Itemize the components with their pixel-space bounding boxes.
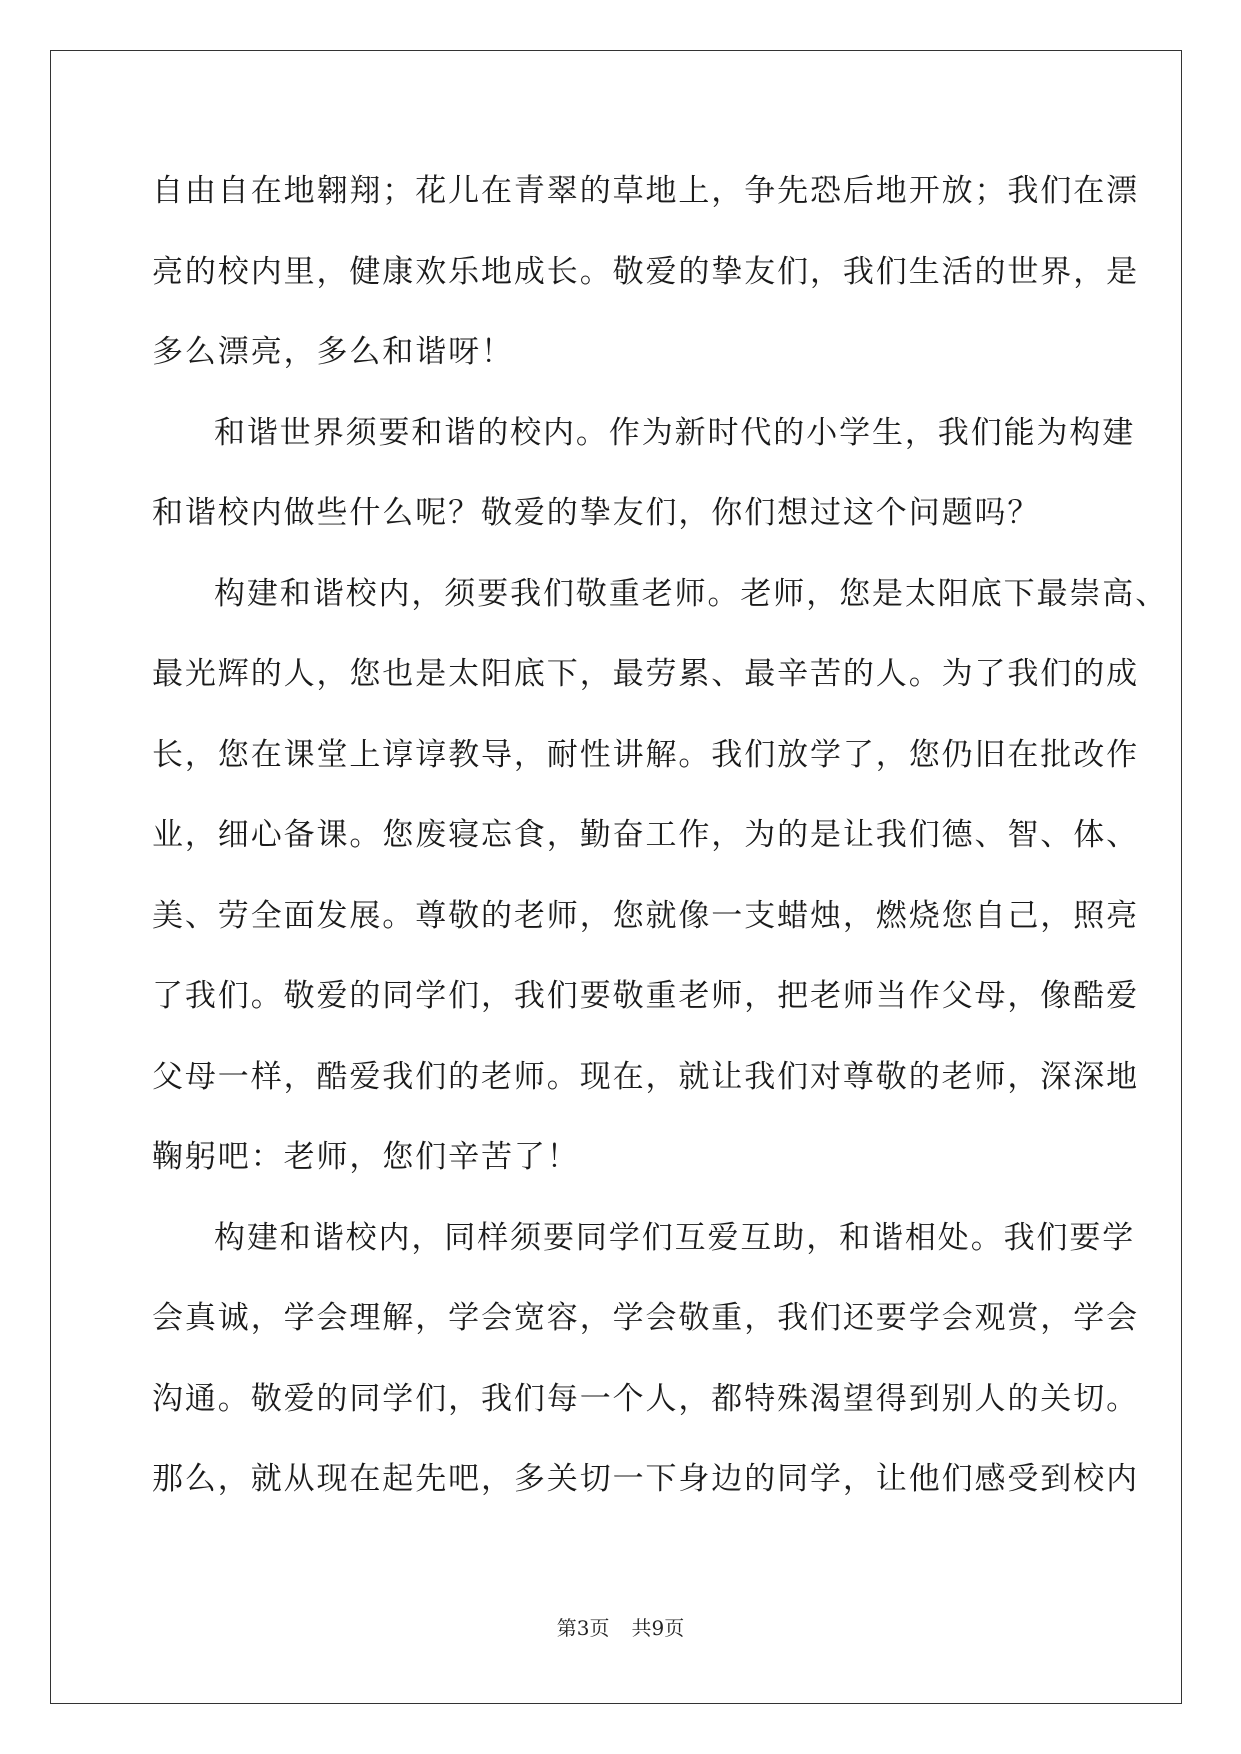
text-line: 多么漂亮，多么和谐呀！ [152,334,514,370]
text-line: 亮的校内里，健康欢乐地成长。敬爱的挚友们，我们生活的世界，是 [152,253,1139,290]
text-line: 美、劳全面发展。尊敬的老师，您就像一支蜡烛，燃烧您自己，照亮 [152,897,1139,934]
page-footer [0,1612,1241,1641]
text-line: 了我们。敬爱的同学们，我们要敬重老师，把老师当作父母，像酷爱 [152,978,1139,1014]
text-line: 业，细心备课。您废寝忘食，勤奋工作，为的是让我们德、智、体、 [152,817,1139,853]
text-line: 构建和谐校内，同样须要同学们互爱互助，和谐相处。我们要学 [214,1219,1136,1256]
text-line: 沟通。敬爱的同学们，我们每一个人，都特殊渴望得到别人的关切。 [152,1380,1139,1417]
text-line: 和谐世界须要和谐的校内。作为新时代的小学生，我们能为构建 [214,414,1136,451]
text-line: 自由自在地翱翔；花儿在青翠的草地上，争先恐后地开放；我们在漂 [152,173,1139,209]
text-line: 长，您在课堂上谆谆教导，耐性讲解。我们放学了，您仍旧在批改作 [152,736,1139,773]
text-line: 和谐校内做些什么呢？敬爱的挚友们，你们想过这个问题吗？ [152,495,1041,531]
current-page-number: 第3页 [556,1616,610,1640]
document-body [152,155,1169,1524]
text-line: 构建和谐校内，须要我们敬重老师。老师，您是太阳底下最崇高、 [214,575,1169,612]
total-page-count: 共9页 [631,1616,685,1640]
text-line: 最光辉的人，您也是太阳底下，最劳累、最辛苦的人。为了我们的成 [152,656,1139,692]
text-line: 会真诚，学会理解，学会宽容，学会敬重，我们还要学会观赏，学会 [152,1300,1139,1336]
text-line: 那么，就从现在起先吧，多关切一下身边的同学，让他们感受到校内 [152,1461,1139,1497]
text-line: 鞠躬吧：老师，您们辛苦了！ [152,1139,580,1175]
text-line: 父母一样，酷爱我们的老师。现在，就让我们对尊敬的老师，深深地 [152,1058,1139,1095]
